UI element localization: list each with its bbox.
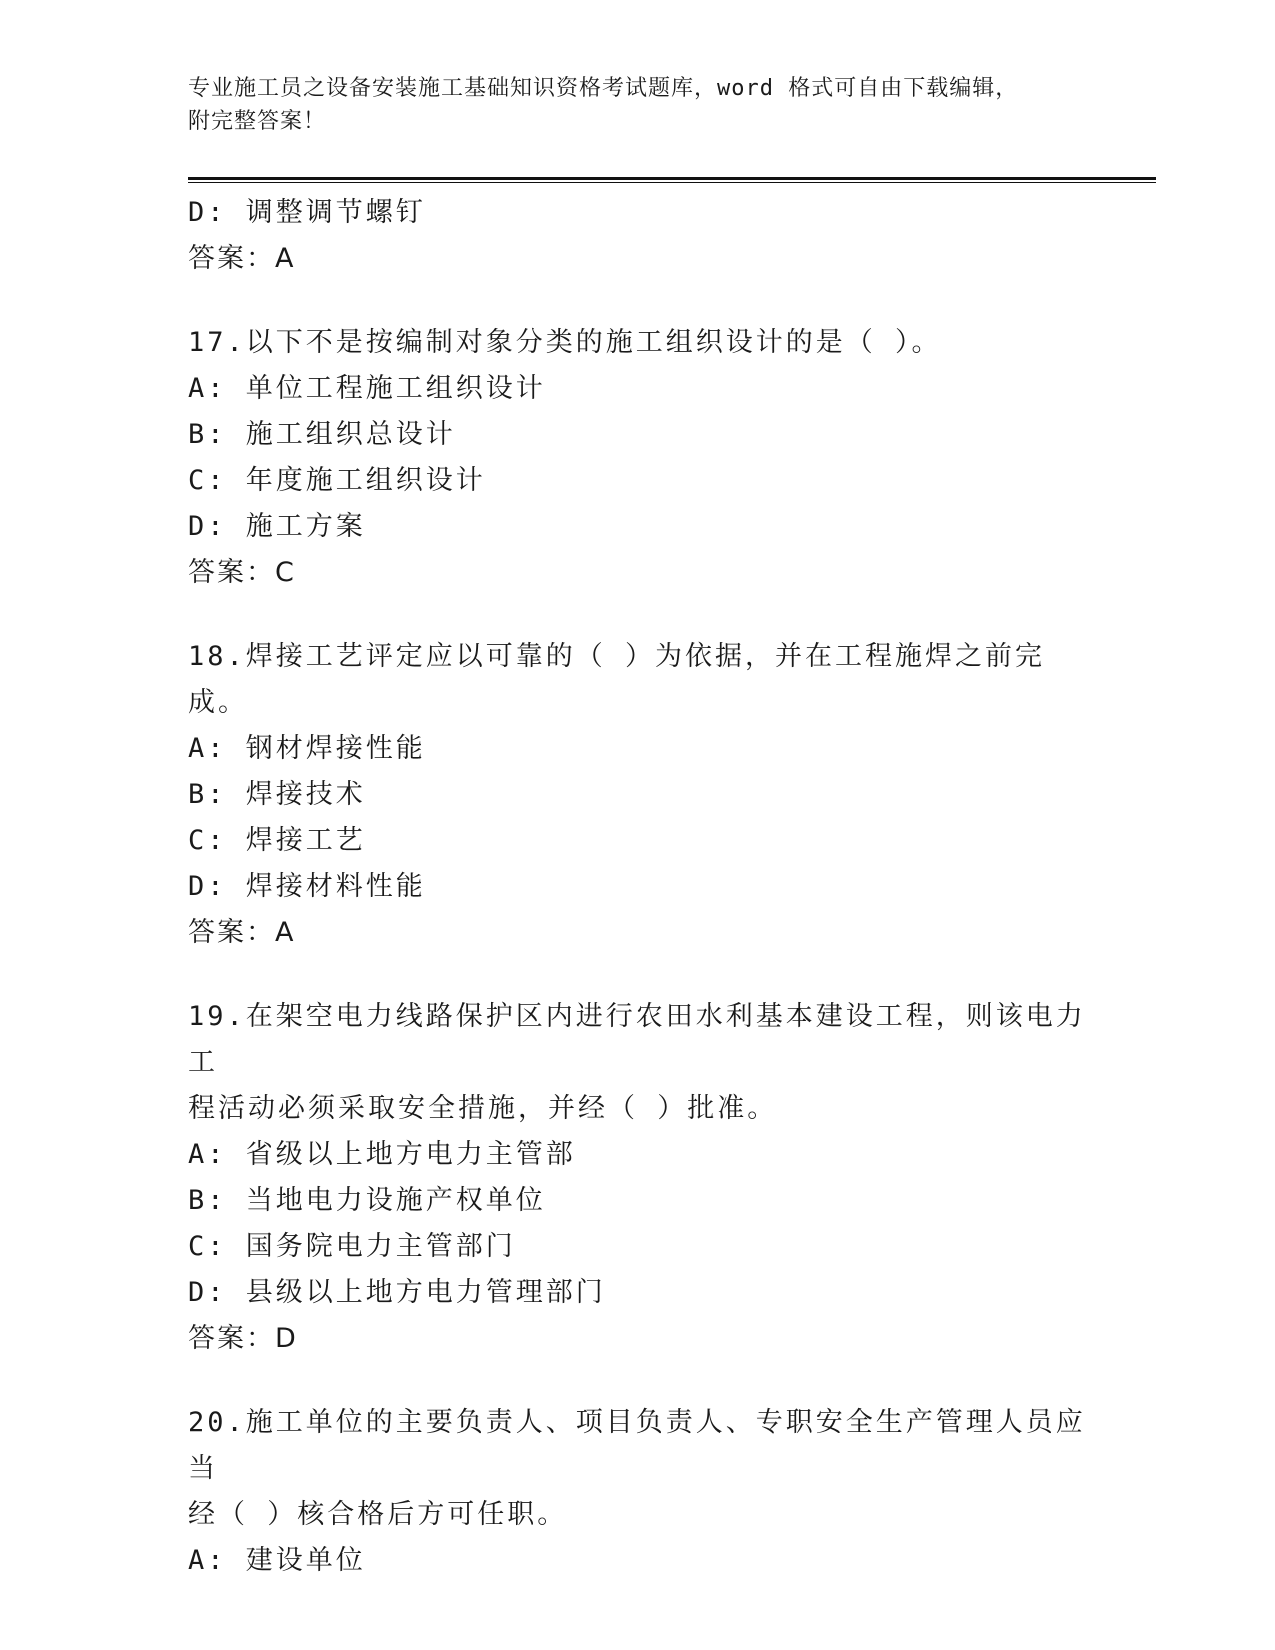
question-text: 20.施工单位的主要负责人、项目负责人、专职安全生产管理人员应当 bbox=[188, 1407, 1086, 1484]
answer: 答案：D bbox=[188, 1323, 298, 1354]
option-a: A: 单位工程施工组织设计 bbox=[188, 373, 546, 404]
question-list bbox=[188, 190, 1088, 1584]
option-d: D: 县级以上地方电力管理部门 bbox=[188, 1277, 606, 1308]
option-b: B: 当地电力设施产权单位 bbox=[188, 1185, 546, 1216]
question-text: 19.在架空电力线路保护区内进行农田水利基本建设工程，则该电力工 bbox=[188, 1001, 1086, 1078]
option-a: A: 建设单位 bbox=[188, 1545, 366, 1576]
previous-question-tail bbox=[188, 190, 1088, 282]
question-text-continued: 程活动必须采取安全措施，并经（ ）批准。 bbox=[188, 1093, 778, 1124]
question-number: 20. bbox=[188, 1407, 246, 1438]
question-18 bbox=[188, 634, 1088, 956]
option-c: C: 国务院电力主管部门 bbox=[188, 1231, 516, 1262]
option-a: A: 省级以上地方电力主管部 bbox=[188, 1139, 576, 1170]
document-header bbox=[188, 72, 1088, 138]
option-b: B: 施工组织总设计 bbox=[188, 419, 456, 450]
header-divider-thin bbox=[188, 182, 1156, 183]
question-17 bbox=[188, 320, 1088, 596]
option-c: C: 年度施工组织设计 bbox=[188, 465, 486, 496]
option-c: C: 焊接工艺 bbox=[188, 825, 366, 856]
option-d: D: 焊接材料性能 bbox=[188, 871, 426, 902]
option-d: D: 调整调节螺钉 bbox=[188, 197, 426, 228]
question-number: 19. bbox=[188, 1001, 246, 1032]
header-line-2: 附完整答案！ bbox=[188, 109, 327, 134]
question-20 bbox=[188, 1400, 1088, 1584]
question-number: 18. bbox=[188, 641, 246, 672]
header-divider-thick bbox=[188, 177, 1156, 180]
option-b: B: 焊接技术 bbox=[188, 779, 366, 810]
question-19 bbox=[188, 994, 1088, 1362]
answer: 答案：C bbox=[188, 557, 296, 588]
header-line-1: 专业施工员之设备安装施工基础知识资格考试题库，word 格式可自由下载编辑， bbox=[188, 76, 1019, 101]
question-text: 17.以下不是按编制对象分类的施工组织设计的是（ ）。 bbox=[188, 327, 942, 358]
question-text-continued: 经（ ）核合格后方可任职。 bbox=[188, 1499, 568, 1530]
answer: 答案：A bbox=[188, 917, 296, 948]
option-d: D: 施工方案 bbox=[188, 511, 366, 542]
question-number: 17. bbox=[188, 327, 246, 358]
question-text: 18.焊接工艺评定应以可靠的（ ）为依据，并在工程施焊之前完成。 bbox=[188, 641, 1046, 718]
answer: 答案：A bbox=[188, 243, 296, 274]
option-a: A: 钢材焊接性能 bbox=[188, 733, 426, 764]
